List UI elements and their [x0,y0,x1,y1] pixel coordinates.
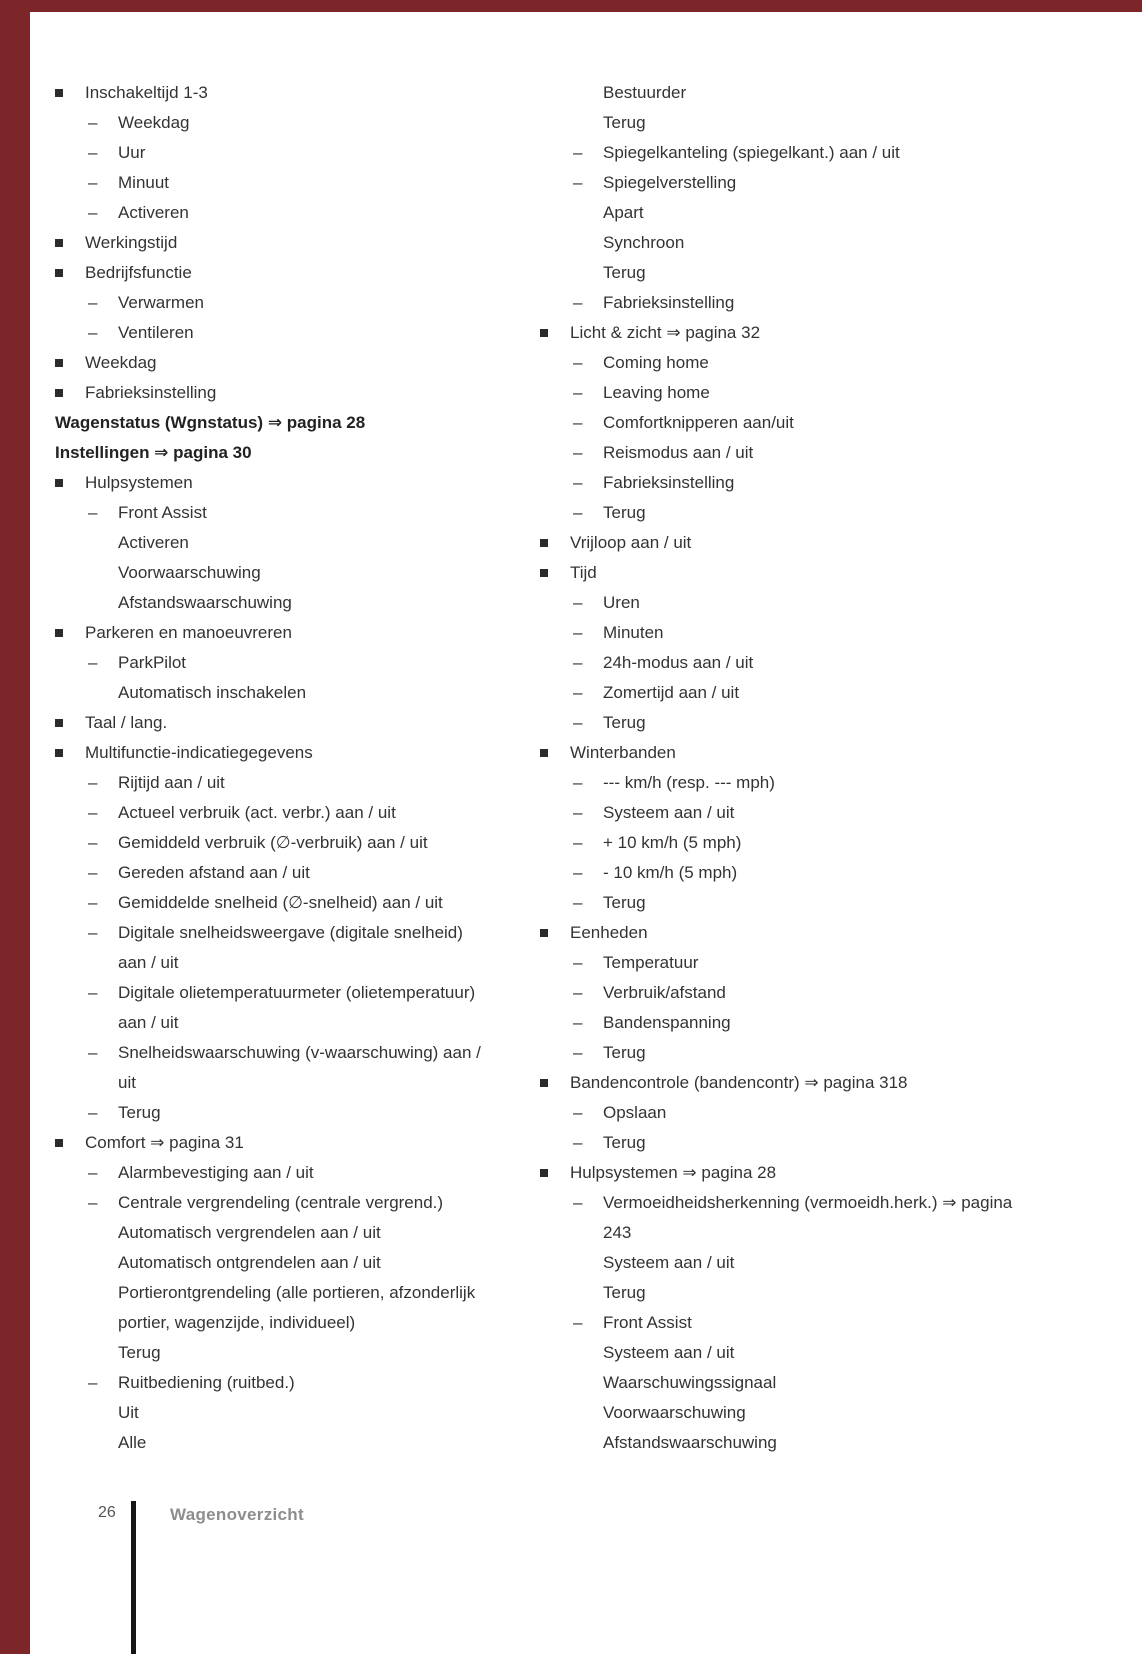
list-item [55,258,495,288]
list-item [603,198,1022,228]
item-text: Activeren [118,533,189,552]
item-text: Multifunctie-indicatiegegevens [85,743,313,762]
dash-icon: – [573,653,583,672]
item-text: Gereden afstand aan / uit [118,863,310,882]
list-item [55,738,495,768]
list-item [573,768,1022,798]
item-text: Terug [118,1343,161,1362]
dash-icon: – [88,893,98,912]
list-item [55,228,495,258]
square-bullet-icon [540,318,570,337]
item-text: Bandencontrole (bandencontr) ⇒ pagina 318 [570,1073,908,1092]
list-item [573,348,1022,378]
list-item [540,558,1022,588]
square-bullet-icon [55,1128,85,1147]
dash-icon: – [88,323,98,342]
square-bullet-icon [55,228,85,247]
item-text: Spiegelkanteling (spiegelkant.) aan / uit [603,143,900,162]
item-text: Werkingstijd [85,233,178,252]
dash-icon: – [573,863,583,882]
list-item [88,138,495,168]
item-text: Automatisch vergrendelen aan / uit [118,1223,381,1242]
item-text: Comfortknipperen aan/uit [603,413,794,432]
item-text: Zomertijd aan / uit [603,683,740,702]
item-text: Vermoeidheidsherkenning (vermoeidh.herk.) ⇒ pagina 243 [603,1193,1013,1242]
item-text: Systeem aan / uit [603,1253,735,1272]
item-text: Hulpsystemen [85,473,193,492]
item-text: Ruitbediening (ruitbed.) [118,1373,295,1392]
item-text: Rijtijd aan / uit [118,773,225,792]
dash-icon: – [573,893,583,912]
list-item [540,738,1022,768]
item-text: Bedrijfsfunctie [85,263,192,282]
list-item [88,798,495,828]
list-item [540,318,1022,348]
list-item [118,528,495,558]
item-text: Parkeren en manoeuvreren [85,623,292,642]
item-text: Fabrieksinstelling [603,473,735,492]
item-text: Voorwaarschuwing [603,1403,746,1422]
list-item [88,648,495,678]
item-text: Instellingen ⇒ pagina 30 [55,443,252,462]
dash-icon: – [573,1193,583,1212]
list-item [88,768,495,798]
list-item [118,1338,495,1368]
item-text: Terug [603,503,646,522]
item-text: Afstandswaarschuwing [118,593,292,612]
list-item [88,168,495,198]
list-item [573,618,1022,648]
dash-icon: – [573,953,583,972]
item-text: ParkPilot [118,653,187,672]
item-text: + 10 km/h (5 mph) [603,833,742,852]
item-text: Ventileren [118,323,194,342]
dash-icon: – [88,833,98,852]
dash-icon: – [88,923,98,942]
left-accent-bar [0,0,30,1654]
item-text: Eenheden [570,923,648,942]
list-item [573,978,1022,1008]
list-item [573,408,1022,438]
item-text: Terug [118,1103,161,1122]
item-text: Afstandswaarschuwing [603,1433,777,1452]
top-accent-bar [0,0,1142,12]
dash-icon: – [573,1103,583,1122]
list-item [118,1248,495,1278]
list-item [55,1128,495,1158]
list-item [88,918,495,978]
dash-icon: – [573,803,583,822]
dash-icon: – [573,593,583,612]
item-text: Reismodus aan / uit [603,443,754,462]
item-text: --- km/h (resp. --- mph) [603,773,775,792]
dash-icon: – [573,713,583,732]
list-item [55,468,495,498]
list-item [603,258,1022,288]
item-text: Uur [118,143,146,162]
item-text: Voorwaarschuwing [118,563,261,582]
list-item [573,1188,1022,1248]
dash-icon: – [88,113,98,132]
square-bullet-icon [540,1158,570,1177]
list-item [88,498,495,528]
list-item [88,288,495,318]
page-number: 26 [98,1504,116,1521]
item-text: Verbruik/afstand [603,983,726,1002]
dash-icon: – [573,683,583,702]
list-item [55,618,495,648]
square-bullet-icon [540,528,570,547]
item-text: Terug [603,893,646,912]
dash-icon: – [88,173,98,192]
dash-icon: – [88,773,98,792]
item-text: Synchroon [603,233,685,252]
item-text: Apart [603,203,644,222]
item-text: Coming home [603,353,709,372]
item-text: Winterbanden [570,743,676,762]
dash-icon: – [573,173,583,192]
list-item [573,138,1022,168]
list-item [603,1338,1022,1368]
list-item [88,1038,495,1098]
item-text: - 10 km/h (5 mph) [603,863,738,882]
list-item [573,828,1022,858]
dash-icon: – [88,1373,98,1392]
dash-icon: – [573,503,583,522]
list-item [573,798,1022,828]
item-text: Wagenstatus (Wgnstatus) ⇒ pagina 28 [55,413,366,432]
list-item [118,1218,495,1248]
list-item [55,708,495,738]
item-text: Automatisch inschakelen [118,683,307,702]
item-text: Snelheidswaarschuwing (v-waarschuwing) aan / uit [118,1043,481,1092]
item-text: Terug [603,1133,646,1152]
item-text: Terug [603,263,646,282]
dash-icon: – [573,1313,583,1332]
square-bullet-icon [55,618,85,637]
list-item [55,438,495,468]
dash-icon: – [88,983,98,1002]
list-item [603,1368,1022,1398]
list-item [603,1248,1022,1278]
item-text: 24h-modus aan / uit [603,653,754,672]
list-item [55,348,495,378]
square-bullet-icon [55,348,85,367]
list-item [573,1098,1022,1128]
square-bullet-icon [55,708,85,727]
item-text: Temperatuur [603,953,699,972]
item-text: Hulpsystemen ⇒ pagina 28 [570,1163,777,1182]
item-text: Waarschuwingssignaal [603,1373,777,1392]
section-title: Wagenoverzicht [170,1505,304,1524]
item-text: Weekdag [118,113,190,132]
item-text: Portierontgrendeling (alle portieren, afzonderlijk portier, wagenzijde, individueel) [118,1283,476,1332]
dash-icon: – [573,983,583,1002]
list-item [88,1368,495,1398]
list-item [88,858,495,888]
square-bullet-icon [540,558,570,577]
list-item [573,1038,1022,1068]
list-item [118,1278,495,1338]
square-bullet-icon [55,78,85,97]
list-item [88,318,495,348]
dash-icon: – [573,1013,583,1032]
item-text: Bandenspanning [603,1013,731,1032]
square-bullet-icon [55,378,85,397]
footer-divider [131,1501,136,1654]
list-item [88,1158,495,1188]
list-item [573,438,1022,468]
dash-icon: – [573,293,583,312]
dash-icon: – [573,443,583,462]
list-item [118,678,495,708]
list-item [573,498,1022,528]
list-item [603,1278,1022,1308]
item-text: Activeren [118,203,189,222]
item-text: Digitale olietemperatuurmeter (olietemperatuur) aan / uit [118,983,476,1032]
list-item [88,108,495,138]
item-text: Uren [603,593,640,612]
list-item [603,228,1022,258]
list-item [573,648,1022,678]
list-item [88,1188,495,1218]
square-bullet-icon [540,1068,570,1087]
item-text: Systeem aan / uit [603,1343,735,1362]
list-item [88,888,495,918]
list-item [573,288,1022,318]
dash-icon: – [573,143,583,162]
list-item [55,378,495,408]
dash-icon: – [88,143,98,162]
item-text: Comfort ⇒ pagina 31 [85,1133,244,1152]
square-bullet-icon [540,738,570,757]
list-item [573,678,1022,708]
item-text: Front Assist [603,1313,692,1332]
list-item [55,78,495,108]
item-text: Gemiddeld verbruik (∅-verbruik) aan / uit [118,833,428,852]
item-text: Digitale snelheidsweergave (digitale snelheid) aan / uit [118,923,463,972]
list-item [573,1008,1022,1038]
list-item [118,1428,495,1458]
item-text: Gemiddelde snelheid (∅-snelheid) aan / uit [118,893,443,912]
item-text: Fabrieksinstelling [85,383,217,402]
list-item [88,828,495,858]
dash-icon: – [573,473,583,492]
list-item [573,468,1022,498]
item-text: Minuten [603,623,664,642]
left-column [55,78,495,1458]
dash-icon: – [573,383,583,402]
item-text: Automatisch ontgrendelen aan / uit [118,1253,381,1272]
list-item [573,858,1022,888]
item-text: Systeem aan / uit [603,803,735,822]
dash-icon: – [573,1133,583,1152]
list-item [573,1128,1022,1158]
dash-icon: – [88,1193,98,1212]
list-item [573,888,1022,918]
list-item [55,408,495,438]
list-item [88,198,495,228]
item-text: Front Assist [118,503,207,522]
dash-icon: – [88,293,98,312]
list-item [540,918,1022,948]
item-text: Licht & zicht ⇒ pagina 32 [570,323,761,342]
item-text: Terug [603,713,646,732]
list-item [603,78,1022,108]
item-text: Alarmbevestiging aan / uit [118,1163,314,1182]
square-bullet-icon [540,918,570,937]
list-item [88,1098,495,1128]
item-text: Opslaan [603,1103,667,1122]
list-item [573,588,1022,618]
dash-icon: – [88,803,98,822]
dash-icon: – [88,863,98,882]
dash-icon: – [88,203,98,222]
dash-icon: – [88,1103,98,1122]
item-text: Fabrieksinstelling [603,293,735,312]
dash-icon: – [88,503,98,522]
item-text: Alle [118,1433,147,1452]
item-text: Terug [603,113,646,132]
dash-icon: – [88,1043,98,1062]
list-item [88,978,495,1038]
item-text: Actueel verbruik (act. verbr.) aan / uit [118,803,396,822]
list-item [603,108,1022,138]
item-text: Weekdag [85,353,157,372]
item-text: Verwarmen [118,293,204,312]
square-bullet-icon [55,468,85,487]
dash-icon: – [573,773,583,792]
right-column [540,78,1022,1458]
item-text: Bestuurder [603,83,687,102]
dash-icon: – [573,623,583,642]
item-text: Minuut [118,173,170,192]
item-text: Inschakeltijd 1-3 [85,83,208,102]
dash-icon: – [88,1163,98,1182]
dash-icon: – [573,1043,583,1062]
item-text: Terug [603,1043,646,1062]
square-bullet-icon [55,738,85,757]
list-item [118,558,495,588]
item-text: Tijd [570,563,597,582]
list-item [573,1308,1022,1338]
item-text: Uit [118,1403,139,1422]
dash-icon: – [573,833,583,852]
list-item [540,1158,1022,1188]
item-text: Leaving home [603,383,710,402]
list-item [573,168,1022,198]
list-item [603,1398,1022,1428]
item-text: Vrijloop aan / uit [570,533,692,552]
item-text: Taal / lang. [85,713,168,732]
list-item [540,528,1022,558]
list-item [573,378,1022,408]
dash-icon: – [573,413,583,432]
item-text: Spiegelverstelling [603,173,737,192]
item-text: Centrale vergrendeling (centrale vergrend.) [118,1193,444,1212]
list-item [118,588,495,618]
dash-icon: – [88,653,98,672]
list-item [603,1428,1022,1458]
list-item [573,948,1022,978]
square-bullet-icon [55,258,85,277]
list-item [540,1068,1022,1098]
list-item [118,1398,495,1428]
item-text: Terug [603,1283,646,1302]
dash-icon: – [573,353,583,372]
list-item [573,708,1022,738]
